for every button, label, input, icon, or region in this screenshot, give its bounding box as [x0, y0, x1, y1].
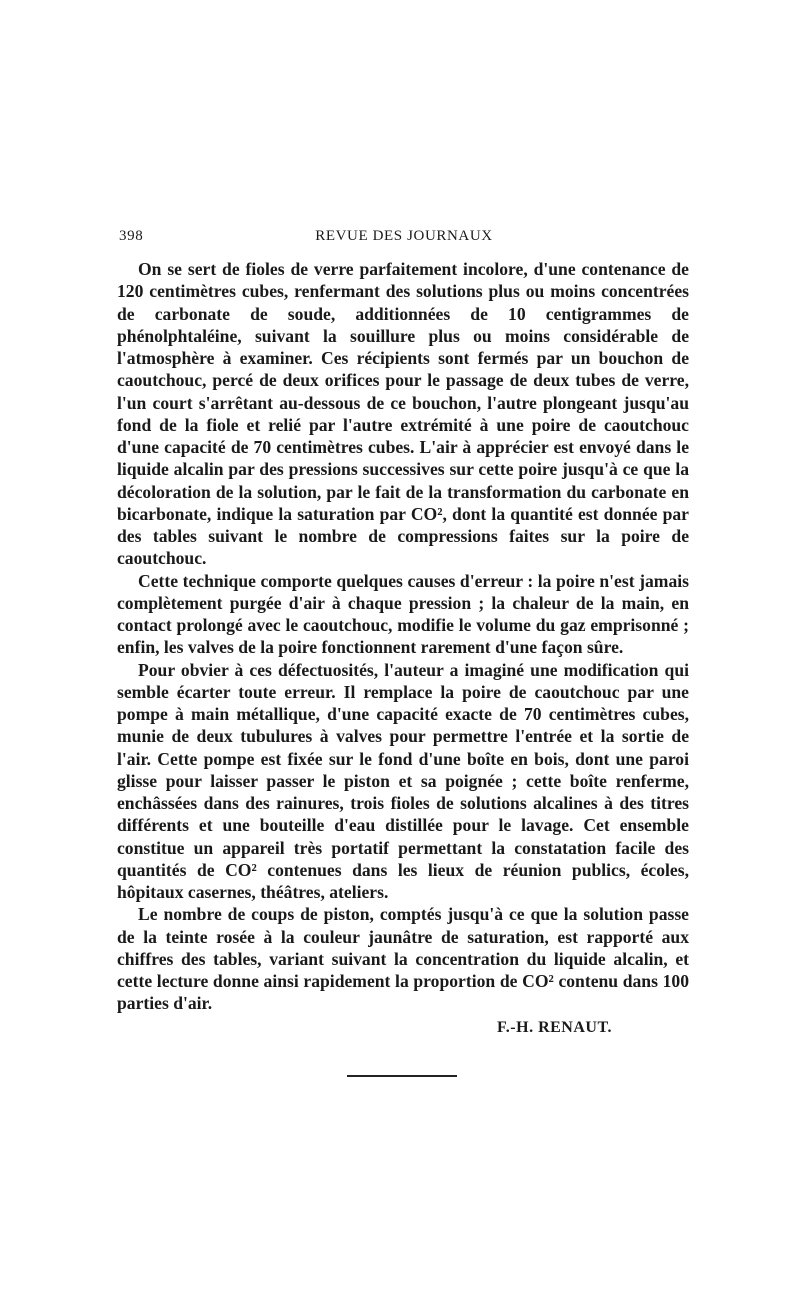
running-title: REVUE DES JOURNAUX [315, 228, 493, 244]
author-signature [497, 1019, 612, 1037]
paragraph-2: Cette technique comporte quelques causes d'erreur : la poire n'est jamais complètement purgée d'air à chaque pression ; la chaleur de la main, en contact prolongé avec le caoutchouc, modifie le volume du gaz emprisonné ; enfin, les valves de la poire fonctionnent rarement d'une façon sûre. [117, 570, 689, 658]
paragraph-1: On se sert de fioles de verre parfaitement incolore, d'une contenance de 120 centimètres cubes, renfermant des solutions plus ou moins concentrées de carbonate de soude, additionnées de 10 centigrammes de phénolphtaléine, suivant la souillure plus ou moins considérable de l'atmosphère à examiner. Ces récipients sont fermés par un bouchon de caoutchouc, percé de deux orifices pour le passage de deux tubes de verre, l'un court s'arrêtant au-dessous de ce bouchon, l'autre plongeant jusqu'au fond de la fiole et relié par l'autre extrémité à une poire de caoutchouc d'une capacité de 70 centimètres cubes. L'air à apprécier est envoyé dans le liquide alcalin par des pressions successives sur cette poire jusqu'à ce que la décoloration de la solution, par le fait de la transformation du carbonate en bicarbonate, indique la saturation par CO², dont la quantité est donnée par des tables suivant le nombre de compressions faites sur la poire de caoutchouc. [117, 259, 689, 569]
page-number: 398 [119, 228, 144, 244]
article-body [117, 258, 689, 1015]
signature-initials: F.-H. [497, 1019, 534, 1036]
paragraph-4: Le nombre de coups de piston, comptés jusqu'à ce que la solution passe de la teinte rosée à la couleur jaunâtre de saturation, est rapporté aux chiffres des tables, variant suivant la concentration du liquide alcalin, et cette lecture donne ainsi rapidement la proportion de CO² contenu dans 100 parties d'air. [117, 904, 689, 1014]
running-head [119, 228, 689, 248]
signature-surname: RENAUT. [538, 1019, 612, 1036]
paragraph-3: Pour obvier à ces défectuosités, l'auteur a imaginé une modification qui semble écarter toute erreur. Il remplace la poire de caoutchouc par une pompe à main métallique, d'une capacité exacte de 70 centimètres cubes, munie de deux tubulures à valves pour permettre l'entrée et la sortie de l'air. Cette pompe est fixée sur le fond d'une boîte en bois, dont une paroi glisse pour laisser passer le piston et sa poignée ; cette boîte renferme, enchâssées dans des rainures, trois fioles de solutions alcalines à des titres différents et une bouteille d'eau distillée pour le lavage. Cet ensemble constitue un appareil très portatif permettant la constatation facile des quantités de CO² contenues dans les lieux de réunion publics, écoles, hôpitaux casernes, théâtres, ateliers. [117, 659, 689, 902]
section-divider-rule [347, 1075, 457, 1077]
